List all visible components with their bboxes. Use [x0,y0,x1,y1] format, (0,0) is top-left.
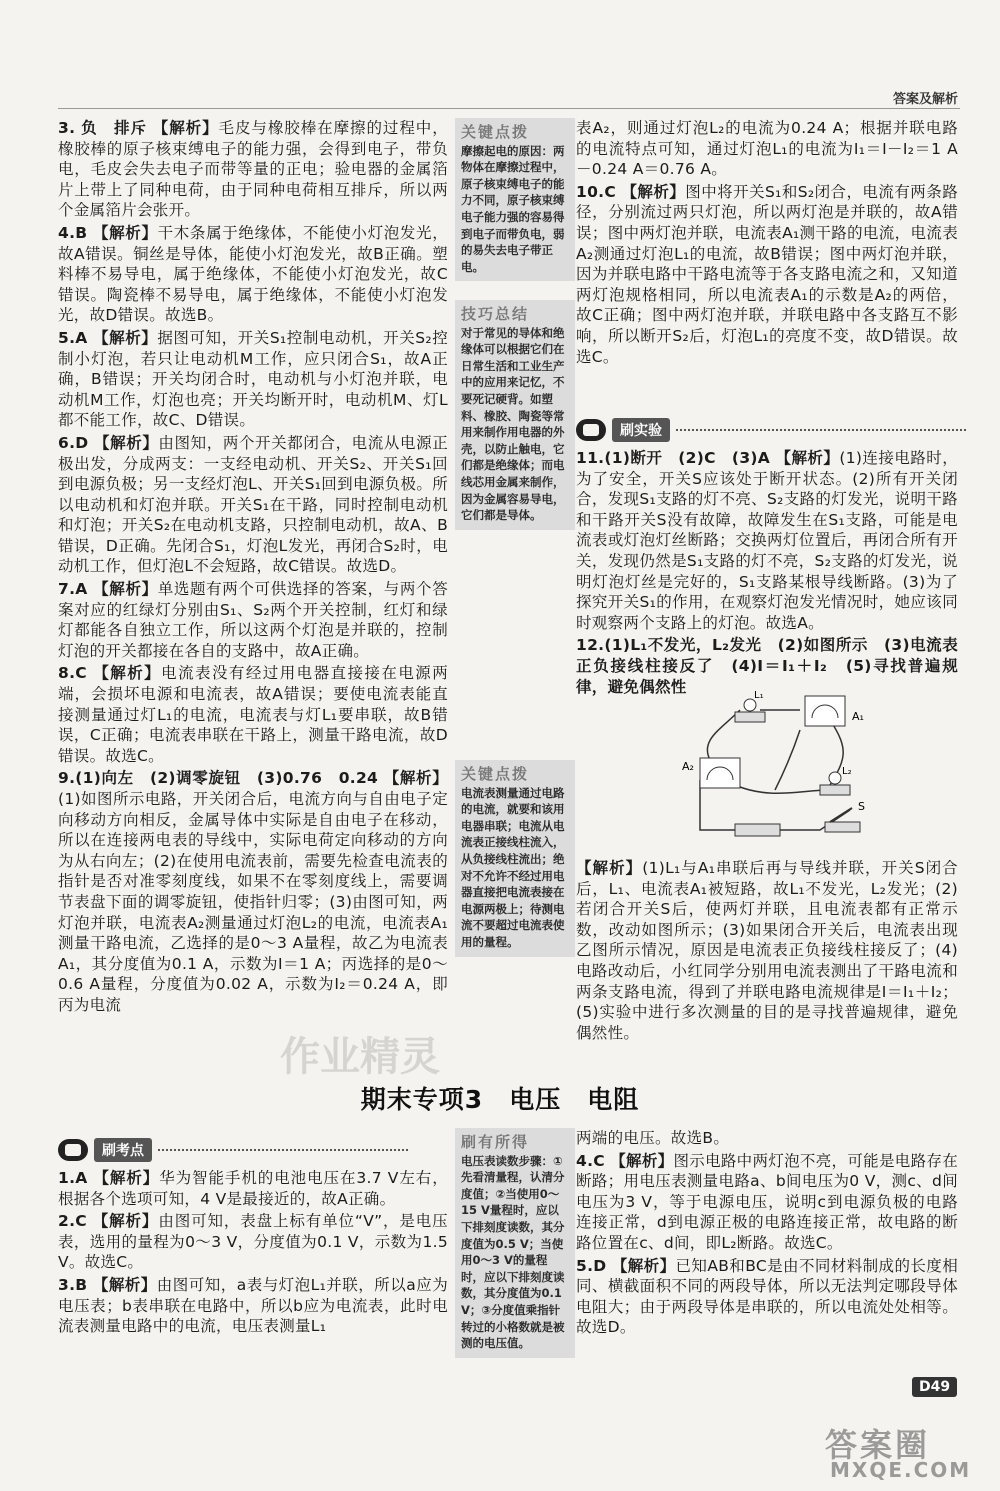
dotted-rule [158,1149,408,1151]
battery [735,824,780,836]
question-6: 6.D 【解析】由图知，两个开关都闭合，电流从电源正极出发，分成两支：一支经电动机、开关S₂、开关S₁回到电源负极；另一支经灯泡L、开关S₁回到电源负极。所以电动机和灯泡并联。开关S₁在干路，同时控制电动机和灯泡；开关S₂在电动机支路，只控制电动机，故A、B错误，D正确。先闭合S₁，灯泡L发光，再闭合S₂时，电动机工作，但灯泡L不会短路，故C错误。故选D。 [58,433,449,576]
watermark-logo: 答案圈 [825,1426,931,1464]
question-7: 7.A 【解析】单选题有两个可供选择的答案，与两个答案对应的红绿灯分别由S₁、S₂两个开关控制，红灯和绿灯都能各自独立工作，所以这两个灯泡是并联的，控制灯泡的开关都接在各自的支路中，故A正确。 [58,580,448,660]
question-9: 9.(1)向左 (2)调零旋钮 (3)0.76 0.24 【解析】(1)如图所示电路，开关闭合后，电流方向与自由电子定向移动方向相反，金属导体中实际是自由电子在移动，所以在连接两电表的导线中，实际电荷定向移动的方向为从右向左；(2)在使用电流表前，需要先检查电流表的指针是否对准零刻度线，如果不在零刻度线上，需要调节表盘下面的调零旋钮，使指针归零；(3)由图可知，两灯泡并联，电流表A₂测量通过灯泡L₂的电流，电流表A₁测量干路电流，乙选择的是0～3 A量程，故乙为电流表A₁，其分度值为0.1 A，示数为I＝1 A；丙选择的是0～0.6 A量程，分度值为0.02 A，示数为I₂＝0.24 A，即丙为电流 [58,769,449,1014]
experiment-badge [576,418,966,442]
section-question-3: 3.B 【解析】由图可知，a表与灯泡L₁并联，所以a应为电压表；b表串联在电路中，所以b应为电流表，此时电流表测量电路中的电流，电压表测量L₁ [58,1275,448,1336]
sidebar-text: 对于常见的导体和绝缘体可以根据它们在日常生活和工业生产中的应用来记忆，不要死记硬背。如塑料、橡胶、陶瓷等常用来制作用电器的外壳，以防止触电，它们都是绝缘体；而电线芯用金属来制作，因为金属容易导电，它们都是导体。 [461,325,565,523]
question-11: 11.(1)断开 (2)C (3)A 【解析】(1)连接电路时，为了安全，开关S应该处于断开状态。(2)所有开关闭合，发现S₁支路的灯不亮、S₂支路的灯发光，说明干路和干路开关S没有故障，故障发生在S₁支路，可能是电流表或灯泡灯丝断路；交换两灯位置后，再闭合所有开关，发现仍然是S₁支路的灯不亮，S₂支路的灯发光，说明灯泡灯丝是完好的，S₁支路某根导线断路。(3)为了探究开关S₁的作用，在观察灯泡发光情况时，她应该同时观察两个支路上的灯泡。故选A。 [576,449,959,632]
section-question-2: 2.C 【解析】由图可知，表盘上标有单位“V”，是电压表，选用的量程为0～3 V，分度值为0.1 V，示数为1.5 V。故选C。 [58,1212,448,1272]
sidebar-text: 摩擦起电的原因：两物体在摩擦过程中，原子核束缚电子的能力不同，原子核束缚电子能力强的容易得到电子而带负电，弱的易失去电子带正电。 [461,143,565,274]
ammeter-a1 [805,696,864,726]
experiment-column [576,448,958,699]
question-8: 8.C 【解析】电流表没有经过用电器直接接在电源两端，会损坏电源和电流表，故A错误；要使电流表能直接测量通过灯L₁的电流，电流表与灯L₁要串联，故B错误，C正确；电流表串联在干路上，测量干路电流，故D错误。故选C。 [58,664,448,765]
section-question-3-continued: 两端的电压。故选B。 [576,1129,730,1147]
svg-text:L₁: L₁ [754,690,764,701]
dotted-rule [676,429,966,431]
switch-s [825,800,865,832]
sidebar-title: 刷有所得 [461,1133,530,1151]
question-12-analysis [576,858,958,1045]
page-header: 答案及解析 [892,92,958,107]
bulb-l1 [735,690,765,722]
header-rule [58,108,960,109]
svg-text:A₂: A₂ [682,760,694,773]
page-number: D49 [912,1377,957,1397]
question-10: 10.C 【解析】图中将开关S₁和S₂闭合，电流有两条路径，分别流过两只灯泡，所以两灯泡是并联的，故A错误；图中两灯泡并联，电流表A₁测干路的电流，电流表A₂测通过灯泡L₁的电流，故B错误；图中两灯泡并联，因为并联电路中干路电流等于各支路电流之和，又知道两灯泡规格相同，所以电流表A₁的示数是A₂的两倍，故C正确；图中两灯泡并联，并联电路中各支路互不影响，所以断开S₂后，灯泡L₁的亮度不变，故D错误。故选C。 [576,182,958,366]
sidebar-text: 电流表测量通过电路的电流，就要和该用电器串联；电流从电流表正接线柱流入，从负接线柱流出；绝对不允许不经过用电器直接把电流表接在电源两极上；待测电流不要超过电流表使用的量程。 [461,785,565,949]
left-column [58,118,448,1018]
svg-text:A₁: A₁ [852,710,864,723]
bottom-right-column [576,1128,958,1340]
sidebar-text: 电压表读数步骤：①先看清量程，认清分度值；②当使用0～15 V量程时，应以下排刻度读数，其分度值为0.5 V；当使用0～3 V的量程时，应以下排刻度读数，其分度值为0.1 V；③分度值乘指针转过的小格数就是被测的电压值。 [461,1153,565,1351]
sidebar-takeaway [455,1128,575,1358]
svg-text:S: S [858,800,865,813]
sidebar-title: 技巧总结 [461,305,530,323]
section-question-5: 5.D 【解析】已知AB和BC是由不同材料制成的长度相同、横截面积不同的两段导体，所以无法判定哪段导体电阻大；由于两段导体是串联的，所以电流处处相等。故选D。 [576,1256,959,1337]
question-5: 5.A 【解析】据图可知，开关S₁控制电动机，开关S₂控制小灯泡，若只让电动机M工作，应只闭合S₁，故A正确，B错误；开关均闭合时，电动机与小灯泡并联，电动机M工作，灯泡也亮；开关均断开时，电动机M、灯L都不能工作，故C、D错误。 [58,328,449,430]
bulb-l2 [820,766,852,795]
exam-point-badge [58,1138,408,1162]
sidebar-key-point-1 [455,118,575,281]
ammeter-a2 [682,758,740,788]
question-9-continued: 表A₂，则通过灯泡L₂的电流为0.24 A；根据并联电路的电流特点可知，通过灯泡L₁的电流为I₁＝I－I₂＝1 A－0.24 A＝0.76 A。 [576,119,958,179]
question-12-text: 【解析】(1)L₁与A₁串联后再与导线并联，开关S闭合后，L₁、电流表A₁被短路，故L₁不发光，L₂发光；(2)若闭合开关S后，使两灯并联，且电流表都有正常示数，改动如图所示；(3)如果闭合开关后，电流表出现乙图所示情况，原因是电流表正负接线柱接反了；(4)电路改动后，小红同学分别用电流表测出了干路电流和两条支路电流，得到了并联电路电流规律是I＝I₁＋I₂；(5)实验中进行多次测量的目的是寻找普遍规律，避免偶然性。 [576,859,958,1042]
bottom-left-column [58,1168,448,1339]
section-question-4: 4.C 【解析】图示电路中两灯泡不亮，可能是电路存在断路；用电压表测量电路a、b间电压为0 V，测c、d间电压为3 V，等于电源电压，说明c到电源负极的电路连接正常，d到电源正极的电路连接正常，故电路的断路位置在c、d间，即L₂断路。故选C。 [576,1151,958,1252]
book-icon [576,419,606,441]
circuit-diagram [680,690,880,850]
book-icon [58,1139,88,1161]
sidebar-skill-summary [455,300,575,530]
sidebar-title: 关键点拨 [461,765,530,783]
question-4: 4.B 【解析】干木条属于绝缘体，不能使小灯泡发光，故A错误。铜丝是导体，能使小灯泡发光，故B正确。塑料棒不易导电，属于绝缘体，不能使小灯泡发光，故C错误。陶瓷棒不易导电，属于绝缘体，不能使小灯泡发光，故D错误。故选B。 [58,223,448,325]
question-12-answer: 12.(1)L₁不发光，L₂发光 (2)如图所示 (3)电流表正负接线柱接反了 (4)I＝I₁＋I₂ (5)寻找普遍规律，避免偶然性 [576,636,958,696]
badge-label: 刷实验 [612,418,670,442]
right-column [576,118,958,369]
watermark-url: MXQE.COM [830,1458,972,1482]
sidebar-title: 关键点拨 [461,123,530,141]
section-question-1: 1.A 【解析】华为智能手机的电池电压在3.7 V左右，根据各个选项可知，4 V是最接近的，故A正确。 [58,1169,448,1208]
badge-label: 刷考点 [94,1138,152,1162]
svg-text:L₂: L₂ [842,766,852,777]
watermark-stamp: 作业精灵 [280,1034,440,1080]
section-title: 期末专项3 电压 电阻 [360,1085,640,1114]
question-3: 3. 负 排斥 【解析】毛皮与橡胶棒在摩擦的过程中，橡胶棒的原子核束缚电子的能力强，会得到电子，带负电，毛皮会失去电子而带等量的正电；验电器的金属箔片上带上了同种电荷，由于同种电荷相互排斥，所以两个金属箔片会张开。 [58,119,449,220]
sidebar-key-point-2 [455,760,575,957]
